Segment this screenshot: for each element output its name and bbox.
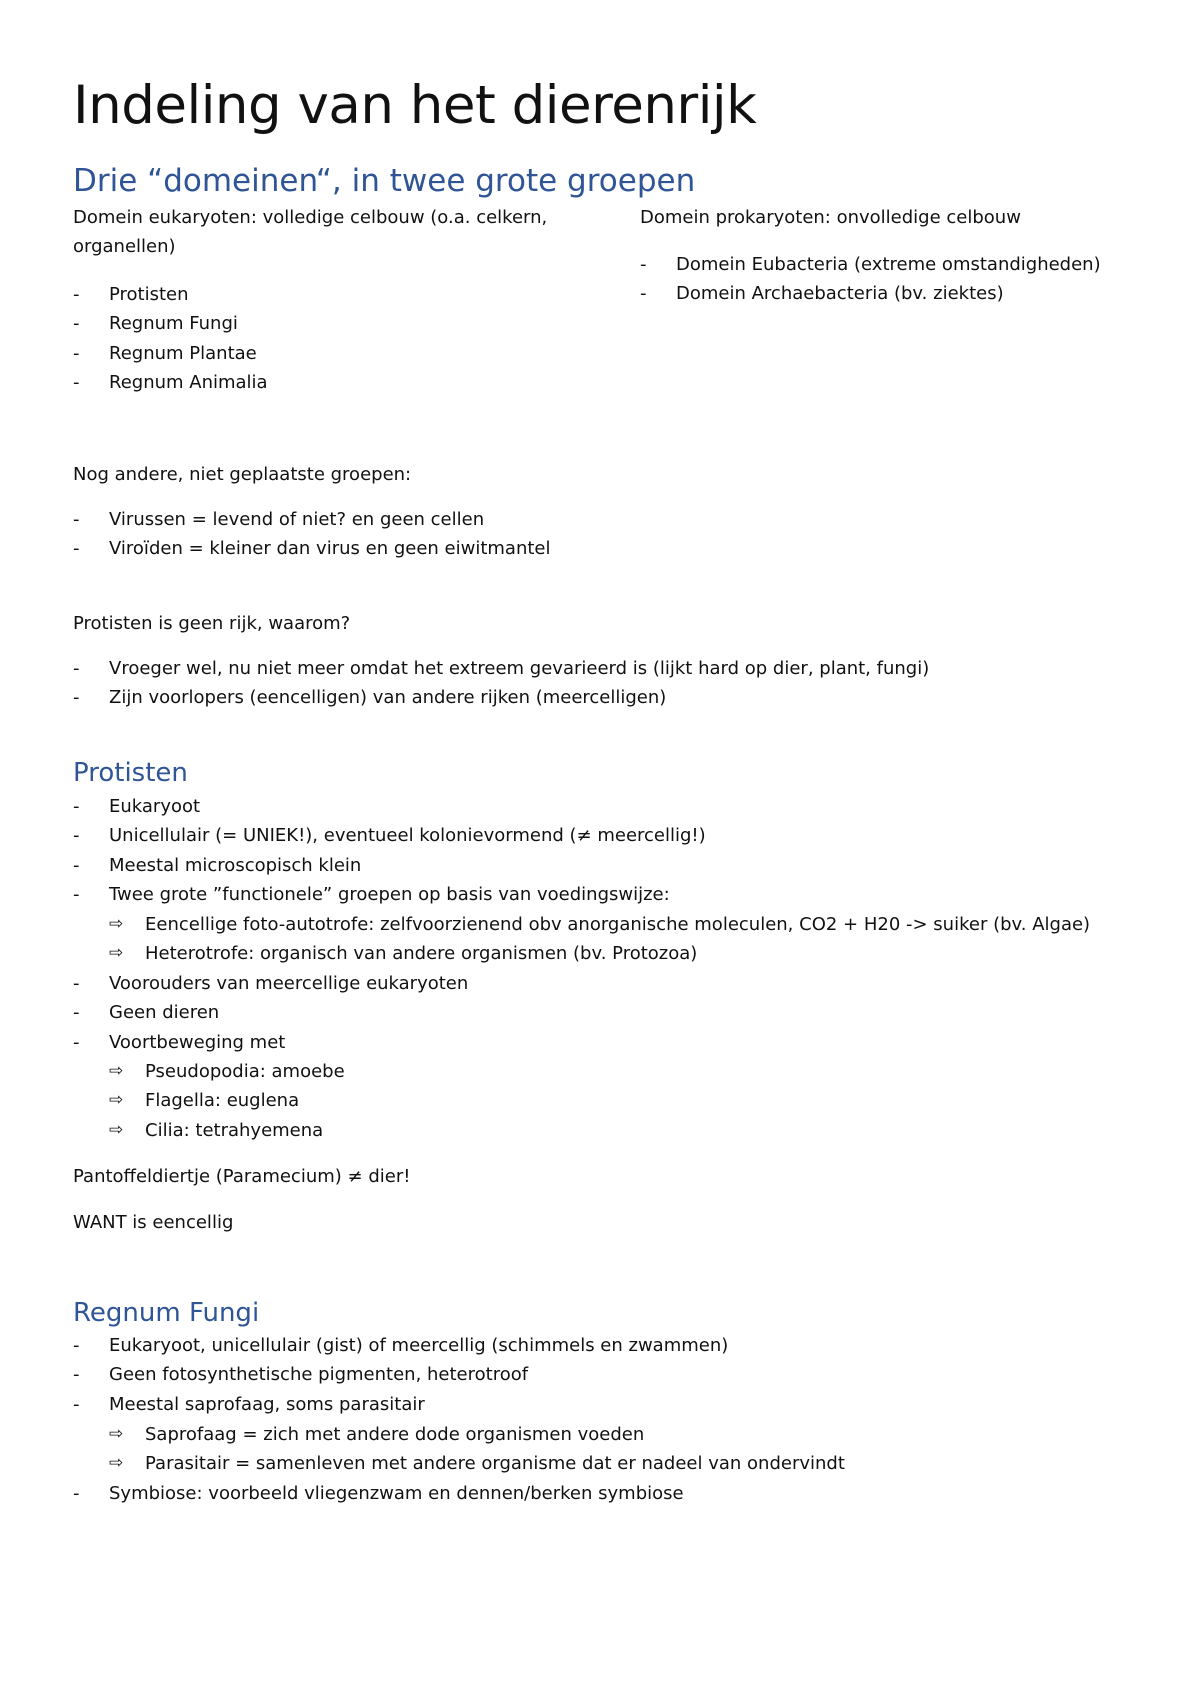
protisten-sublist-a (73, 910, 1090, 969)
list-item: - Regnum Fungi (73, 309, 268, 338)
dash-marker: - (73, 1364, 80, 1386)
fungi-sublist-a (73, 1420, 845, 1479)
section-heading-domeinen: Drie “domeinen“, in twee grote groepen (73, 163, 696, 199)
list-item: - Protisten (73, 280, 268, 309)
sub-list-item: ⇨ Heterotrofe: organisch van andere organismen (bv. Protozoa) (73, 939, 1090, 968)
dash-marker: - (73, 687, 80, 709)
fungi-list-b (73, 1479, 684, 1508)
arrow-icon: ⇨ (109, 1424, 124, 1444)
dash-marker: - (73, 538, 80, 560)
fungi-list-a (73, 1331, 728, 1419)
arrow-icon: ⇨ (109, 943, 124, 964)
list-item: - Regnum Plantae (73, 339, 268, 368)
dash-marker: - (73, 854, 80, 876)
dash-marker: - (73, 1031, 80, 1053)
list-item: - Geen dieren (73, 998, 468, 1027)
dash-marker: - (73, 973, 80, 994)
dash-marker: - (73, 1393, 80, 1415)
list-item: - Twee grote ”functionele” groepen op basis van voedingswijze: (73, 880, 706, 909)
list-item: - Eukaryoot (73, 792, 706, 821)
list-item: - Virussen = levend of niet? en geen cellen (73, 505, 551, 534)
protisten-list-a (73, 792, 706, 910)
prokaryoten-intro: Domein prokaryoten: onvolledige celbouw (640, 207, 1021, 228)
page-title: Indeling van het dierenrijk (73, 75, 757, 136)
sub-list-item: ⇨ Pseudopodia: amoebe (73, 1057, 345, 1086)
arrow-icon: ⇨ (109, 1090, 124, 1111)
dash-marker: - (73, 342, 80, 364)
eencellig-note: WANT is eencellig (73, 1212, 234, 1233)
eukaryoten-list (73, 280, 268, 398)
dash-marker: - (73, 884, 80, 906)
dash-marker: - (73, 509, 80, 530)
protisten-list-b (73, 969, 468, 1057)
prokaryoten-list (640, 250, 1101, 309)
dash-marker: - (73, 284, 80, 305)
list-item: - Viroïden = kleiner dan virus en geen eiwitmantel (73, 534, 551, 563)
dash-marker: - (73, 372, 80, 394)
dash-marker: - (640, 283, 647, 305)
dash-marker: - (73, 796, 80, 817)
dash-marker: - (73, 1002, 80, 1024)
arrow-icon: ⇨ (109, 1453, 124, 1474)
list-item: - Eukaryoot, unicellulair (gist) of meercellig (schimmels en zwammen) (73, 1331, 728, 1360)
list-item: - Geen fotosynthetische pigmenten, heterotroof (73, 1360, 728, 1389)
why-list (73, 654, 929, 713)
arrow-icon: ⇨ (109, 1119, 124, 1140)
eukaryoten-intro: Domein eukaryoten: volledige celbouw (o.a. celkern, organellen) (73, 207, 548, 257)
dash-marker: - (73, 1483, 80, 1504)
list-item: - Vroeger wel, nu niet meer omdat het extreem gevarieerd is (lijkt hard op dier, plant, fungi) (73, 654, 929, 683)
list-item: - Regnum Animalia (73, 368, 268, 397)
why-intro: Protisten is geen rijk, waarom? (73, 613, 351, 634)
list-item: - Domein Archaebacteria (bv. ziektes) (640, 279, 1101, 308)
other-groups-list (73, 505, 551, 564)
sub-list-item: ⇨ Eencellige foto-autotrofe: zelfvoorzienend obv anorganische moleculen, CO2 + H20 -> suiker (bv. Algae) (73, 910, 1090, 939)
list-item: - Domein Eubacteria (extreme omstandigheden) (640, 250, 1101, 279)
dash-marker: - (73, 825, 80, 847)
list-item: - Voortbeweging met (73, 1028, 468, 1057)
list-item: - Meestal microscopisch klein (73, 851, 706, 880)
dash-marker: - (640, 254, 647, 275)
dash-marker: - (73, 313, 80, 335)
section-heading-protisten: Protisten (73, 758, 188, 788)
arrow-icon: ⇨ (109, 1061, 124, 1081)
list-item: - Unicellulair (= UNIEK!), eventueel kolonievormend (≠ meercellig!) (73, 821, 706, 850)
arrow-icon: ⇨ (109, 914, 124, 934)
section-heading-fungi: Regnum Fungi (73, 1298, 260, 1328)
sub-list-item: ⇨ Saprofaag = zich met andere dode organismen voeden (73, 1420, 845, 1449)
protisten-sublist-b (73, 1057, 345, 1145)
list-item: - Voorouders van meercellige eukaryoten (73, 969, 468, 998)
other-groups-intro: Nog andere, niet geplaatste groepen: (73, 464, 412, 485)
sub-list-item: ⇨ Cilia: tetrahyemena (73, 1116, 345, 1145)
list-item: - Meestal saprofaag, soms parasitair (73, 1390, 728, 1419)
dash-marker: - (73, 1335, 80, 1356)
sub-list-item: ⇨ Parasitair = samenleven met andere organisme dat er nadeel van ondervindt (73, 1449, 845, 1478)
sub-list-item: ⇨ Flagella: euglena (73, 1086, 345, 1115)
dash-marker: - (73, 658, 80, 679)
paramecium-note: Pantoffeldiertje (Paramecium) ≠ dier! (73, 1166, 411, 1187)
list-item: - Zijn voorlopers (eencelligen) van andere rijken (meercelligen) (73, 683, 929, 712)
list-item: - Symbiose: voorbeeld vliegenzwam en dennen/berken symbiose (73, 1479, 684, 1508)
